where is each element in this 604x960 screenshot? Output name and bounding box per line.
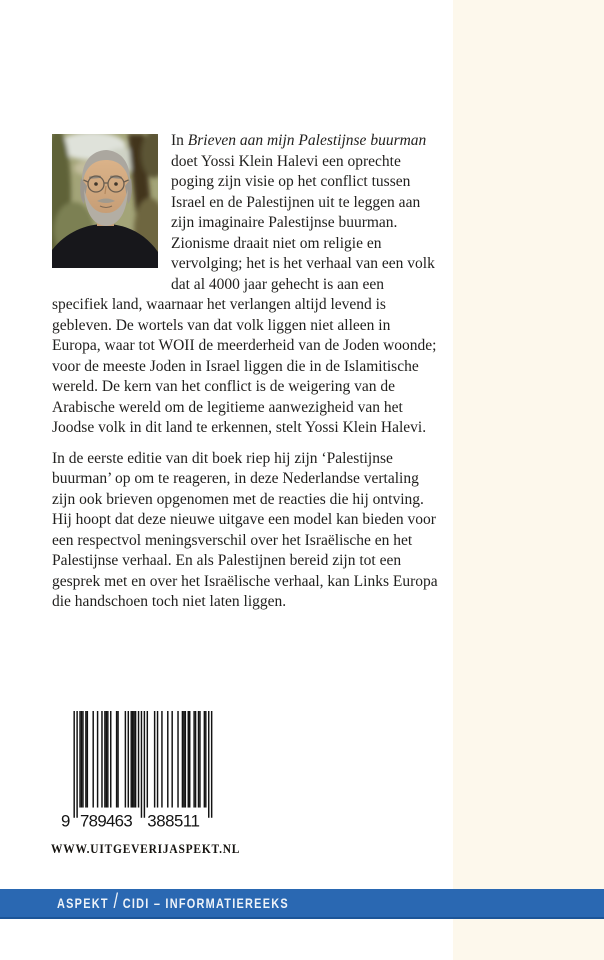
author-photo xyxy=(52,134,158,268)
series-footer-text xyxy=(57,891,289,915)
publisher-website: WWW.UITGEVERIJASPEKT.NL xyxy=(51,841,241,856)
barcode-digits-right: 388511 xyxy=(147,811,200,828)
footer-publisher: ASPEKT xyxy=(57,895,109,911)
blurb-text-block xyxy=(52,131,441,613)
ean-barcode xyxy=(60,711,220,828)
blurb-p1-body: doet Yossi Klein Halevi een oprechte poging zijn visie op het conflict tussen Israel en de Palestijnen uit te leggen aan zijn imaginaire Palestijnse buurman. Zionisme draait niet om religie en vervolging; het is het verhaal van een volk dat al 4000 jaar gehecht is aan een specifiek land, waarnaar het verlangen altijd levend is gebleven. De wortels van dat volk liggen niet alleen in Europa, waar tot WOII de meerderheid van de Joden woonde; voor de meeste Joden in Israel liggen die in de Islamitische wereld. De kern van het conflict is de weigering van de Arabische wereld om de legitieme aanwezigheid van het Joodse volk in dit land te erkennen, stelt Yossi Klein Halevi. xyxy=(52,152,437,436)
series-footer-bar xyxy=(0,889,604,919)
barcode-digits-left: 789463 xyxy=(80,811,133,828)
cover-spine-stripe xyxy=(453,0,604,960)
footer-series: CIDI – INFORMATIEREEKS xyxy=(122,895,289,911)
blurb-p1-lead: In xyxy=(171,132,188,149)
barcode-bars xyxy=(73,711,212,818)
book-title-italic: Brieven aan mijn Palestijnse buurman xyxy=(187,132,427,149)
blurb-paragraph-2: In de eerste editie van dit boek riep hij zijn ‘Palestijnse buurman’ op om te reageren, in deze Nederlandse vertaling zijn ook brieven opgenomen met de reacties die hij ontving. Hij hoopt dat deze nieuwe uitgave een model kan bieden voor een respectvol meningsverschil over het Israëlische en het Palestijnse verhaal. En als Palestijnen bereid zijn tot een gesprek met en over het Israëlische verhaal, kan Links Europa die handschoen toch niet laten liggen. xyxy=(52,449,438,610)
footer-slash: / xyxy=(113,890,119,913)
blurb-paragraph-1 xyxy=(52,131,441,439)
barcode-digit-prefix: 9 xyxy=(61,811,71,828)
